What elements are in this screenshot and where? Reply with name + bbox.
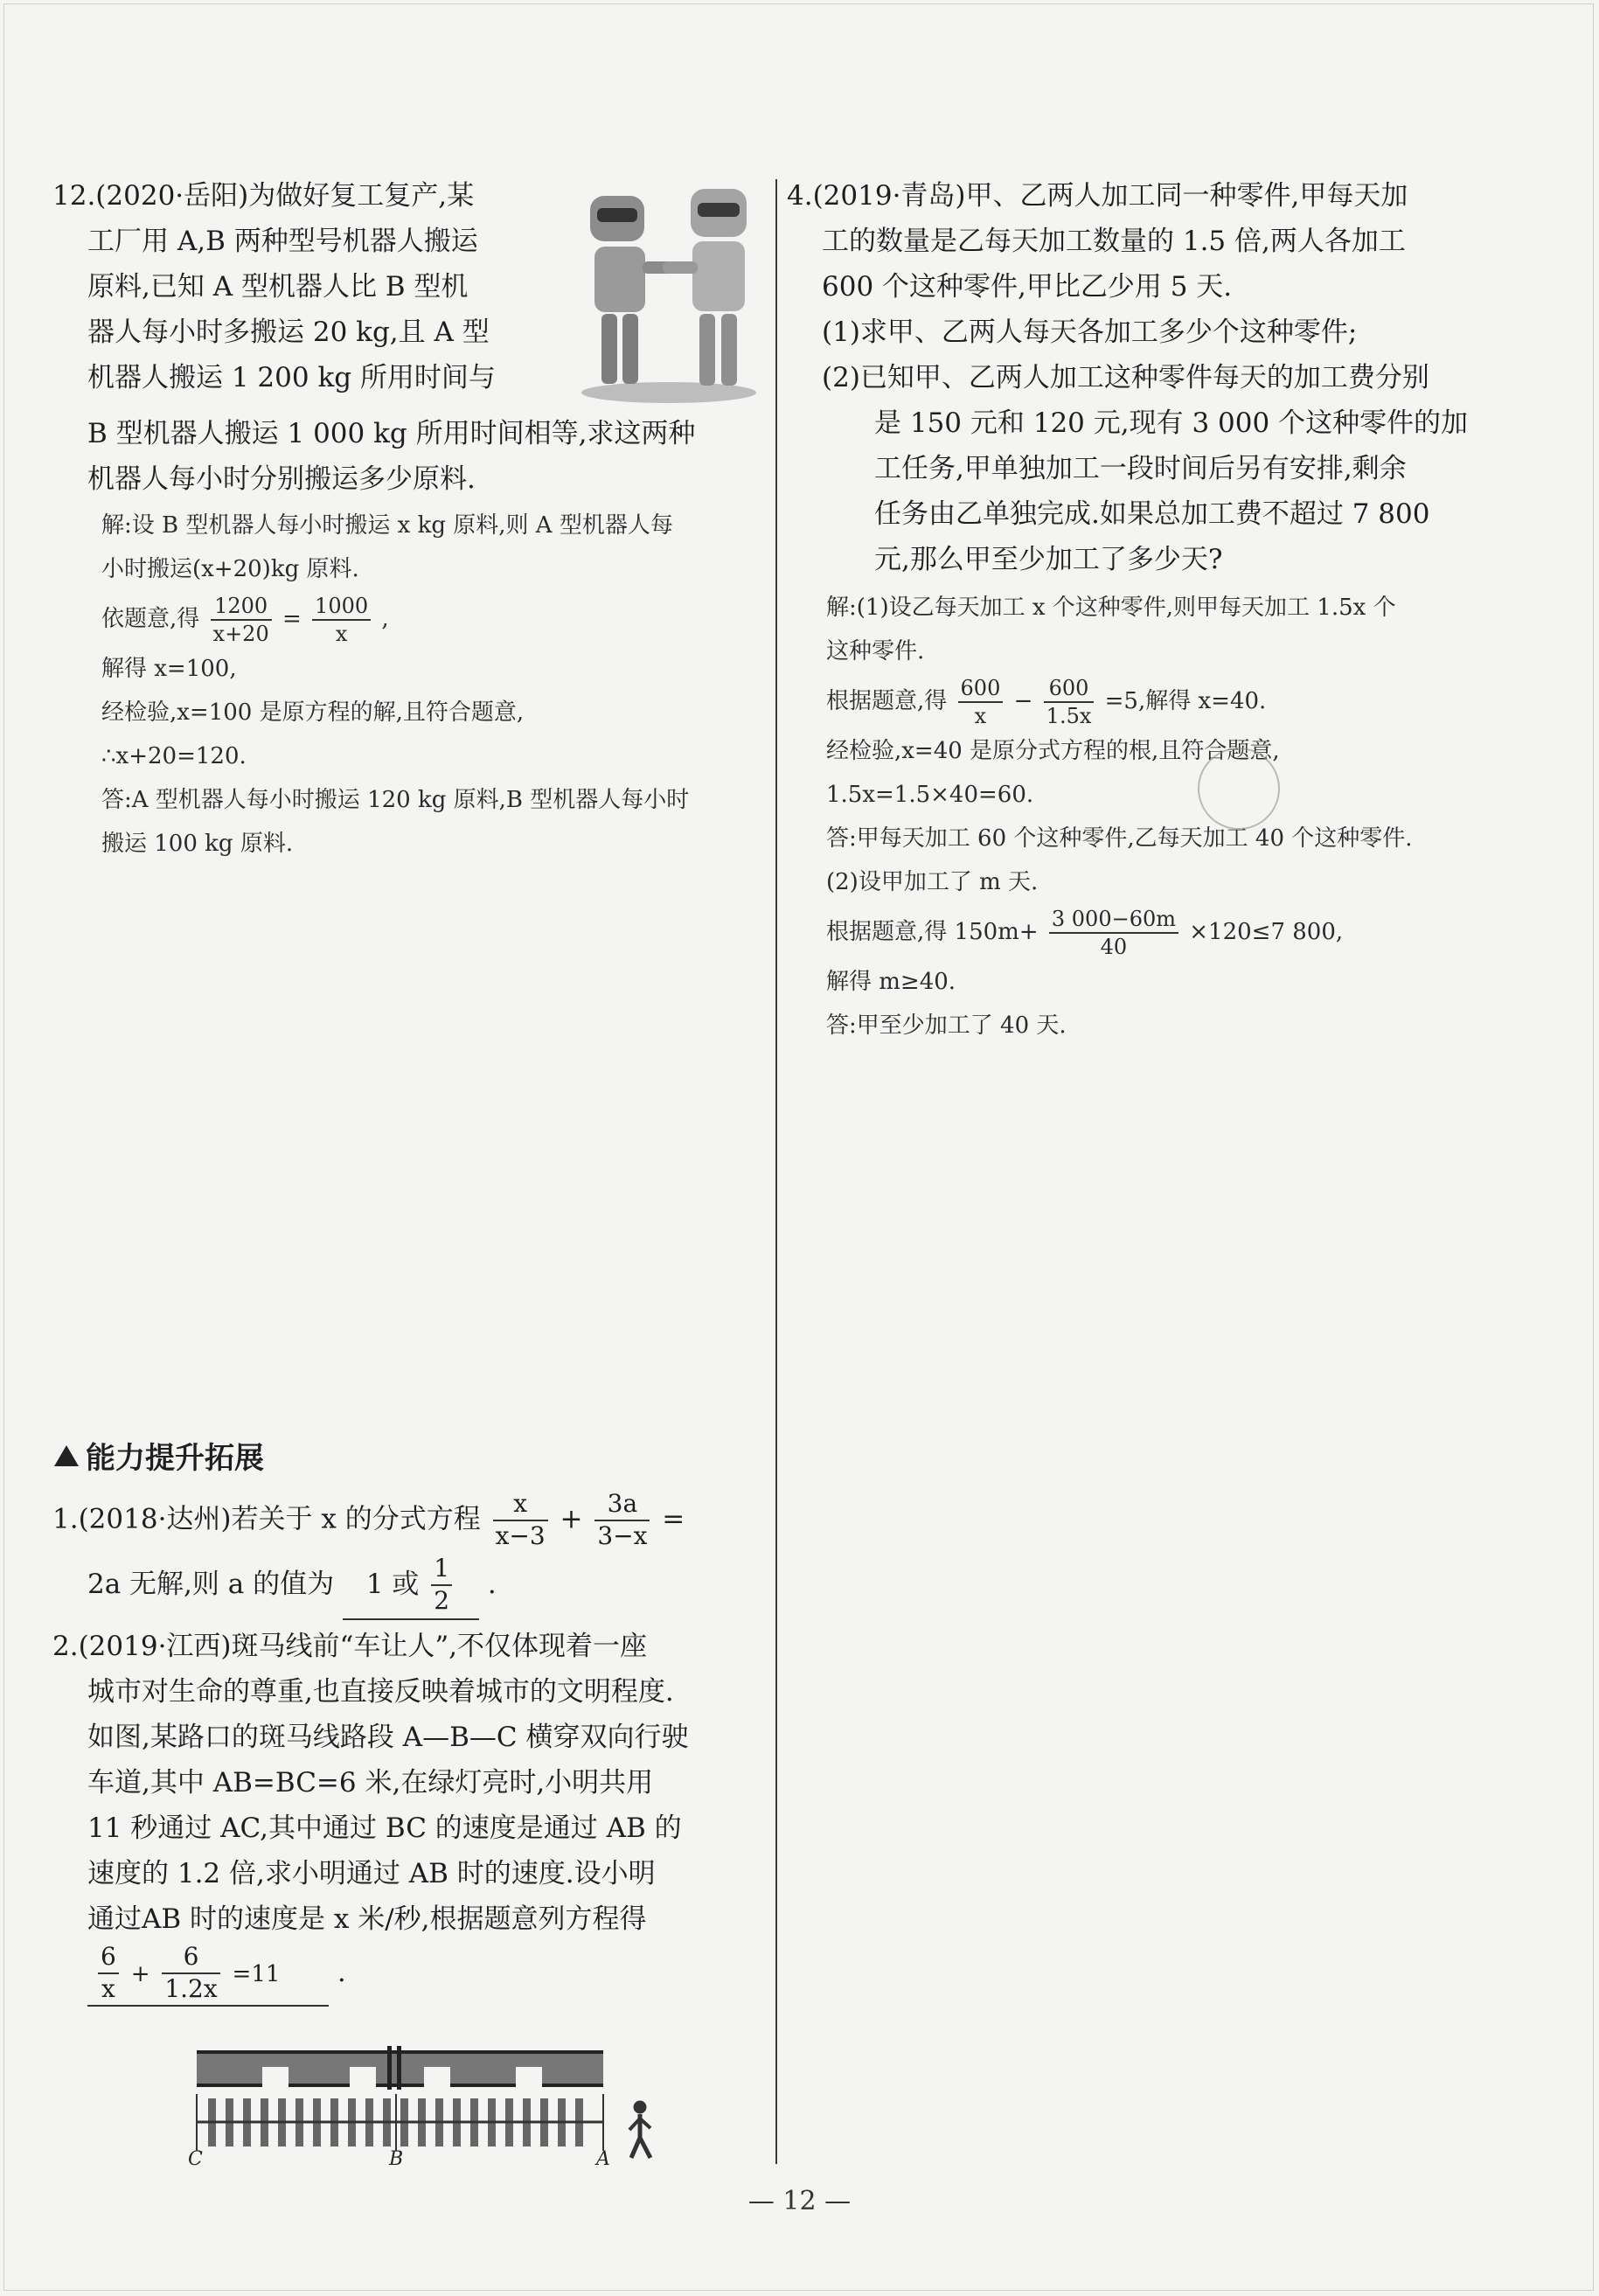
question-12-line: 原料,已知 A 型机器人比 B 型机 (87, 271, 469, 303)
fraction-numerator: 1200 (211, 595, 272, 621)
question-1-text: = (662, 1503, 685, 1535)
section-title-text: 能力提升拓展 (86, 1441, 264, 1476)
answer-text: , (381, 606, 389, 632)
question-2 (52, 1624, 769, 2007)
plus-sign: + (560, 1503, 583, 1535)
blank-answer-text: 1 或 (365, 1568, 420, 1600)
fraction (162, 1944, 219, 2003)
answer-4 (787, 586, 1508, 1047)
question-4-line: 任务由乙单独完成.如果总加工费不超过 7 800 (874, 498, 1430, 530)
question-4-line: (2)已知甲、乙两人加工这种零件每天的加工费分别 (822, 362, 1429, 393)
question-12 (52, 173, 769, 502)
fraction (1049, 908, 1178, 959)
question-4-line: 是 150 元和 120 元,现有 3 000 个这种零件的加 (874, 407, 1469, 439)
answer-line: 解:(1)设乙每天加工 x 个这种零件,则甲每天加工 1.5x 个 (826, 595, 1396, 621)
question-1-line2 (52, 1550, 769, 1620)
fraction-denominator: x−3 (495, 1520, 546, 1550)
question-4-line: 600 个这种零件,甲比乙少用 5 天. (822, 271, 1233, 303)
answer-blank (343, 1550, 479, 1620)
column-divider (775, 179, 777, 2164)
answer-equation (787, 904, 1508, 960)
question-12-line: 机器人每小时分别搬运多少原料. (87, 463, 476, 495)
fraction (211, 595, 272, 646)
answer-blank (87, 1942, 329, 2007)
question-4-line: (1)求甲、乙两人每天各加工多少个这种零件; (822, 317, 1358, 348)
fraction-denominator: x (101, 1974, 115, 2004)
right-column (787, 173, 1508, 1047)
question-2-line: 速度的 1.2 倍,求小明通过 AB 时的速度.设小明 (87, 1857, 656, 1889)
answer-line: 答:甲至少加工了 40 天. (826, 1012, 1067, 1039)
fraction-denominator: x+20 (212, 622, 269, 646)
question-4-line: 4.(2019·青岛)甲、乙两人加工同一种零件,甲每天加 (787, 180, 1408, 212)
fraction-denominator: 40 (1100, 935, 1128, 959)
question-2-line: 如图,某路口的斑马线路段 A—B—C 横穿双向行驶 (87, 1721, 689, 1753)
question-1-text: . (487, 1568, 497, 1600)
stamp-mark (1198, 748, 1280, 830)
question-1-text: 1.(2018·达州)若关于 x 的分式方程 (52, 1503, 481, 1535)
fraction-numerator: x (493, 1491, 548, 1521)
question-2-line: 2.(2019·江西)斑马线前“车让人”,不仅体现着一座 (52, 1630, 648, 1662)
answer-text: 根据题意,得 150m+ (826, 919, 1039, 945)
question-2-text: . (337, 1956, 346, 1988)
answer-line: 答:甲每天加工 60 个这种零件,乙每天加工 40 个这种零件. (826, 825, 1413, 852)
question-4-line: 工的数量是乙每天加工数量的 1.5 倍,两人各加工 (822, 226, 1406, 257)
answer-line: 答:A 型机器人每小时搬运 120 kg 原料,B 型机器人每小时 (101, 787, 690, 813)
point-c-label: C (188, 2148, 203, 2168)
question-4-line: 工任务,甲单独加工一段时间后另有安排,剩余 (874, 453, 1407, 484)
answer-text: 根据题意,得 (826, 688, 948, 714)
answer-line: 经检验,x=100 是原方程的解,且符合题意, (101, 699, 525, 726)
fraction-numerator: 6 (98, 1944, 119, 1974)
crosswalk-figure (175, 2037, 664, 2168)
question-2-line: 通过AB 时的速度是 x 米/秒,根据题意列方程得 (87, 1903, 647, 1935)
fraction (594, 1491, 650, 1550)
robots-handshake-image (568, 178, 769, 406)
minus-sign: − (1013, 688, 1033, 714)
fraction (1044, 677, 1095, 728)
fraction-numerator: 600 (1044, 677, 1095, 703)
answer-line: (2)设甲加工了 m 天. (826, 869, 1039, 895)
equals-sign: = (282, 606, 302, 632)
answer-line: 搬运 100 kg 原料. (101, 831, 294, 857)
plus-sign: + (130, 1960, 150, 1987)
question-2-answer (52, 1942, 769, 2007)
fraction-denominator: x (974, 704, 987, 728)
question-12-line: 器人每小时多搬运 20 kg,且 A 型 (87, 317, 490, 348)
question-12-line: 工厂用 A,B 两种型号机器人搬运 (87, 226, 478, 257)
point-b-label: B (389, 2148, 404, 2168)
answer-line: 这种零件. (826, 638, 925, 664)
question-4 (787, 173, 1508, 582)
answer-12 (52, 504, 769, 866)
fraction-numerator: 600 (958, 677, 1004, 703)
pedestrian-icon (629, 2101, 650, 2158)
answer-line: 解:设 B 型机器人每小时搬运 x kg 原料,则 A 型机器人每 (101, 512, 673, 539)
fraction-numerator: 3a (594, 1491, 650, 1521)
question-4-line: 元,那么甲至少加工了多少天? (874, 544, 1223, 575)
equation-tail: =11 (232, 1960, 281, 1987)
answer-equation (787, 673, 1508, 729)
fraction-numerator: 1 (431, 1555, 452, 1586)
question-12-line: B 型机器人搬运 1 000 kg 所用时间相等,求这两种 (87, 418, 696, 449)
fraction (312, 595, 371, 646)
fraction-numerator: 6 (162, 1944, 219, 1974)
left-column (52, 173, 769, 866)
fraction-denominator: 1.5x (1046, 704, 1092, 728)
answer-line: 1.5x=1.5×40=60. (826, 782, 1034, 808)
answer-text: 依题意,得 (101, 606, 200, 632)
question-12-line: 机器人搬运 1 200 kg 所用时间与 (87, 362, 496, 393)
answer-line: ∴x+20=120. (101, 743, 247, 769)
fraction-denominator: 2 (434, 1586, 450, 1616)
question-1 (52, 1491, 769, 1550)
fraction (493, 1491, 548, 1550)
answer-line: 小时搬运(x+20)kg 原料. (101, 556, 359, 582)
fraction (431, 1555, 452, 1615)
triangle-icon (54, 1445, 79, 1466)
fraction-denominator: 3−x (597, 1520, 648, 1550)
answer-equation (52, 591, 769, 647)
fraction-numerator: 3 000−60m (1049, 908, 1178, 934)
ability-section (52, 1491, 769, 2007)
fraction-denominator: 1.2x (164, 1974, 218, 2004)
question-2-line: 11 秒通过 AC,其中通过 BC 的速度是通过 AB 的 (87, 1812, 682, 1844)
answer-text: =5,解得 x=40. (1104, 688, 1267, 714)
question-1-text: 2a 无解,则 a 的值为 (87, 1568, 335, 1600)
answer-text: ×120≤7 800, (1189, 919, 1344, 945)
page-number: — 12 — (747, 2186, 852, 2216)
question-2-line: 车道,其中 AB=BC=6 米,在绿灯亮时,小明共用 (87, 1766, 654, 1799)
answer-line: 解得 m≥40. (826, 969, 956, 995)
answer-line: 解得 x=100, (101, 656, 237, 682)
point-a-label: A (596, 2148, 610, 2168)
section-title (54, 1434, 264, 1477)
fraction (958, 677, 1004, 728)
fraction (98, 1944, 119, 2003)
question-2-line: 城市对生命的尊重,也直接反映着城市的文明程度. (87, 1675, 674, 1708)
question-12-line: 12.(2020·岳阳)为做好复工复产,某 (52, 180, 475, 212)
fraction-denominator: x (335, 622, 348, 646)
fraction-numerator: 1000 (312, 595, 371, 621)
answer-line: 经检验,x=40 是原分式方程的根,且符合题意, (826, 738, 1280, 764)
